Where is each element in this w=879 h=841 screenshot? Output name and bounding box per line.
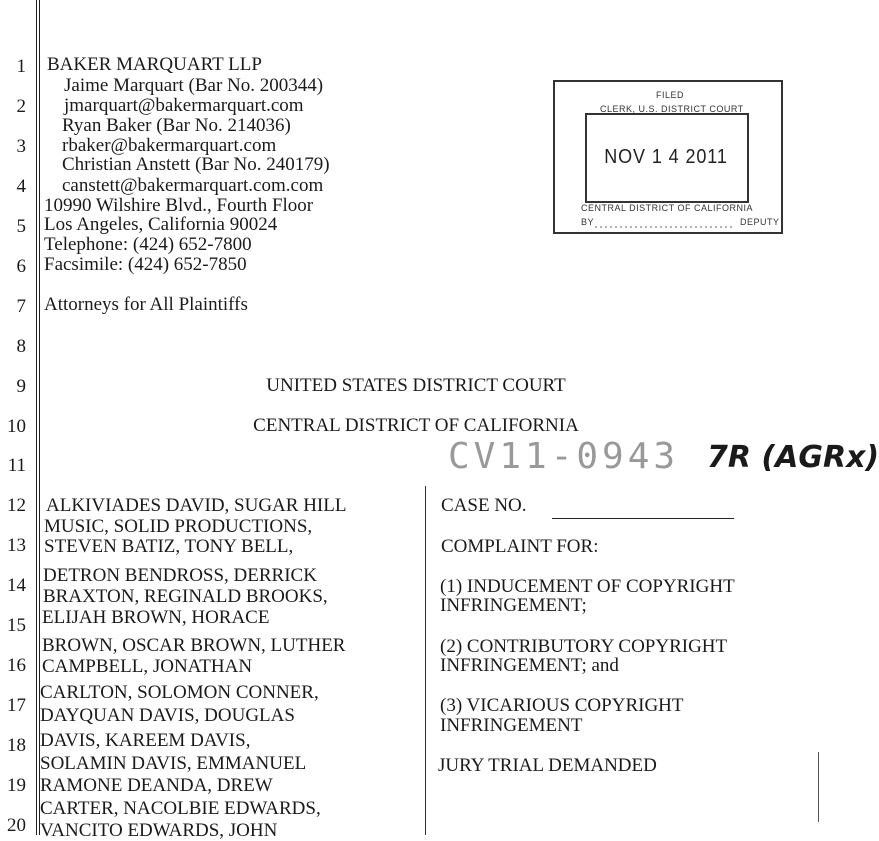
court-district: CENTRAL DISTRICT OF CALIFORNIA — [253, 415, 579, 436]
stamp-by-label: BY — [581, 217, 595, 227]
attorney-line: Jaime Marquart (Bar No. 200344) — [64, 75, 324, 96]
stamp-clerk-label: CLERK, U.S. DISTRICT COURT — [600, 104, 744, 114]
line-number: 2 — [16, 96, 26, 117]
party-line: RAMONE DEANDA, DREW — [40, 775, 273, 796]
party-line: DAVIS, KAREEM DAVIS, — [40, 730, 251, 751]
party-line: CAMPBELL, JONATHAN — [42, 656, 253, 677]
line-number: 10 — [7, 416, 26, 437]
party-line: BROWN, OSCAR BROWN, LUTHER — [42, 635, 346, 656]
line-number: 20 — [7, 815, 26, 836]
court-name: UNITED STATES DISTRICT COURT — [266, 375, 566, 396]
line-number: 17 — [7, 695, 26, 716]
line-number: 7 — [16, 296, 26, 317]
law-firm-name: BAKER MARQUART LLP — [47, 54, 262, 75]
line-number: 16 — [7, 655, 26, 676]
attorney-email: rbaker@bakermarquart.com — [62, 135, 277, 156]
caption-divider — [425, 486, 426, 835]
attorney-line: Christian Anstett (Bar No. 240179) — [62, 154, 330, 175]
party-line: ALKIVIADES DAVID, SUGAR HILL — [46, 495, 347, 516]
claim-1-title: (1) INDUCEMENT OF COPYRIGHT — [440, 576, 735, 597]
case-number-stamp: CV11-0943 — [448, 436, 680, 477]
party-line: BRAXTON, REGINALD BROOKS, — [43, 586, 328, 607]
claim-2-title-cont: INFRINGEMENT; and — [440, 655, 619, 676]
line-number: 3 — [16, 136, 26, 157]
firm-address-city: Los Angeles, California 90024 — [44, 214, 278, 235]
attorney-line: Ryan Baker (Bar No. 214036) — [62, 115, 291, 136]
line-number: 12 — [7, 495, 26, 516]
attorneys-for: Attorneys for All Plaintiffs — [44, 294, 248, 315]
party-line: STEVEN BATIZ, TONY BELL, — [44, 536, 294, 557]
party-line: CARLTON, SOLOMON CONNER, — [40, 682, 319, 703]
claim-3-title-cont: INFRINGEMENT — [440, 715, 583, 736]
line-number: 1 — [16, 56, 26, 77]
line-number: 11 — [7, 455, 26, 476]
party-line: VANCITO EDWARDS, JOHN — [40, 820, 278, 841]
scan-edge-mark — [818, 752, 819, 822]
claim-3-title: (3) VICARIOUS COPYRIGHT — [440, 695, 684, 716]
complaint-for-heading: COMPLAINT FOR: — [441, 536, 599, 557]
party-line: DETRON BENDROSS, DERRICK — [43, 565, 317, 586]
firm-address-street: 10990 Wilshire Blvd., Fourth Floor — [44, 195, 314, 216]
line-number: 18 — [7, 735, 26, 756]
line-number: 6 — [16, 256, 26, 277]
line-number: 5 — [16, 216, 26, 237]
firm-telephone: Telephone: (424) 652-7800 — [44, 234, 252, 255]
stamp-deputy-label: DEPUTY — [740, 217, 780, 227]
attorney-email: jmarquart@bakermarquart.com — [64, 95, 304, 116]
line-number: 13 — [7, 535, 26, 556]
stamp-date: NOV 1 4 2011 — [604, 146, 728, 168]
attorney-email: canstett@bakermarquart.com.com — [62, 175, 324, 196]
party-line: DAYQUAN DAVIS, DOUGLAS — [40, 705, 295, 726]
stamp-filed-label: FILED — [656, 90, 685, 100]
stamp-district-label: CENTRAL DISTRICT OF CALIFORNIA — [581, 203, 754, 213]
line-number: 15 — [7, 615, 26, 636]
line-number: 14 — [7, 575, 26, 596]
line-number: 9 — [16, 376, 26, 397]
stamp-line-icon — [595, 225, 735, 229]
party-line: CARTER, NACOLBIE EDWARDS, — [40, 798, 321, 819]
party-line: SOLAMIN DAVIS, EMMANUEL — [40, 753, 307, 774]
claim-1-title-cont: INFRINGEMENT; — [440, 595, 587, 616]
margin-rule-outer — [36, 0, 37, 835]
party-line: MUSIC, SOLID PRODUCTIONS, — [44, 516, 313, 537]
line-number: 19 — [7, 775, 26, 796]
case-number-line — [552, 518, 734, 519]
party-line: ELIJAH BROWN, HORACE — [42, 607, 270, 628]
line-number: 8 — [16, 336, 26, 357]
jury-demand: JURY TRIAL DEMANDED — [438, 755, 657, 776]
claim-2-title: (2) CONTRIBUTORY COPYRIGHT — [440, 636, 728, 657]
line-number: 4 — [16, 176, 26, 197]
case-number-label: CASE NO. — [441, 495, 527, 516]
firm-facsimile: Facsimile: (424) 652-7850 — [44, 254, 247, 275]
case-number-handwritten: 7R (AGRx) — [707, 440, 879, 475]
